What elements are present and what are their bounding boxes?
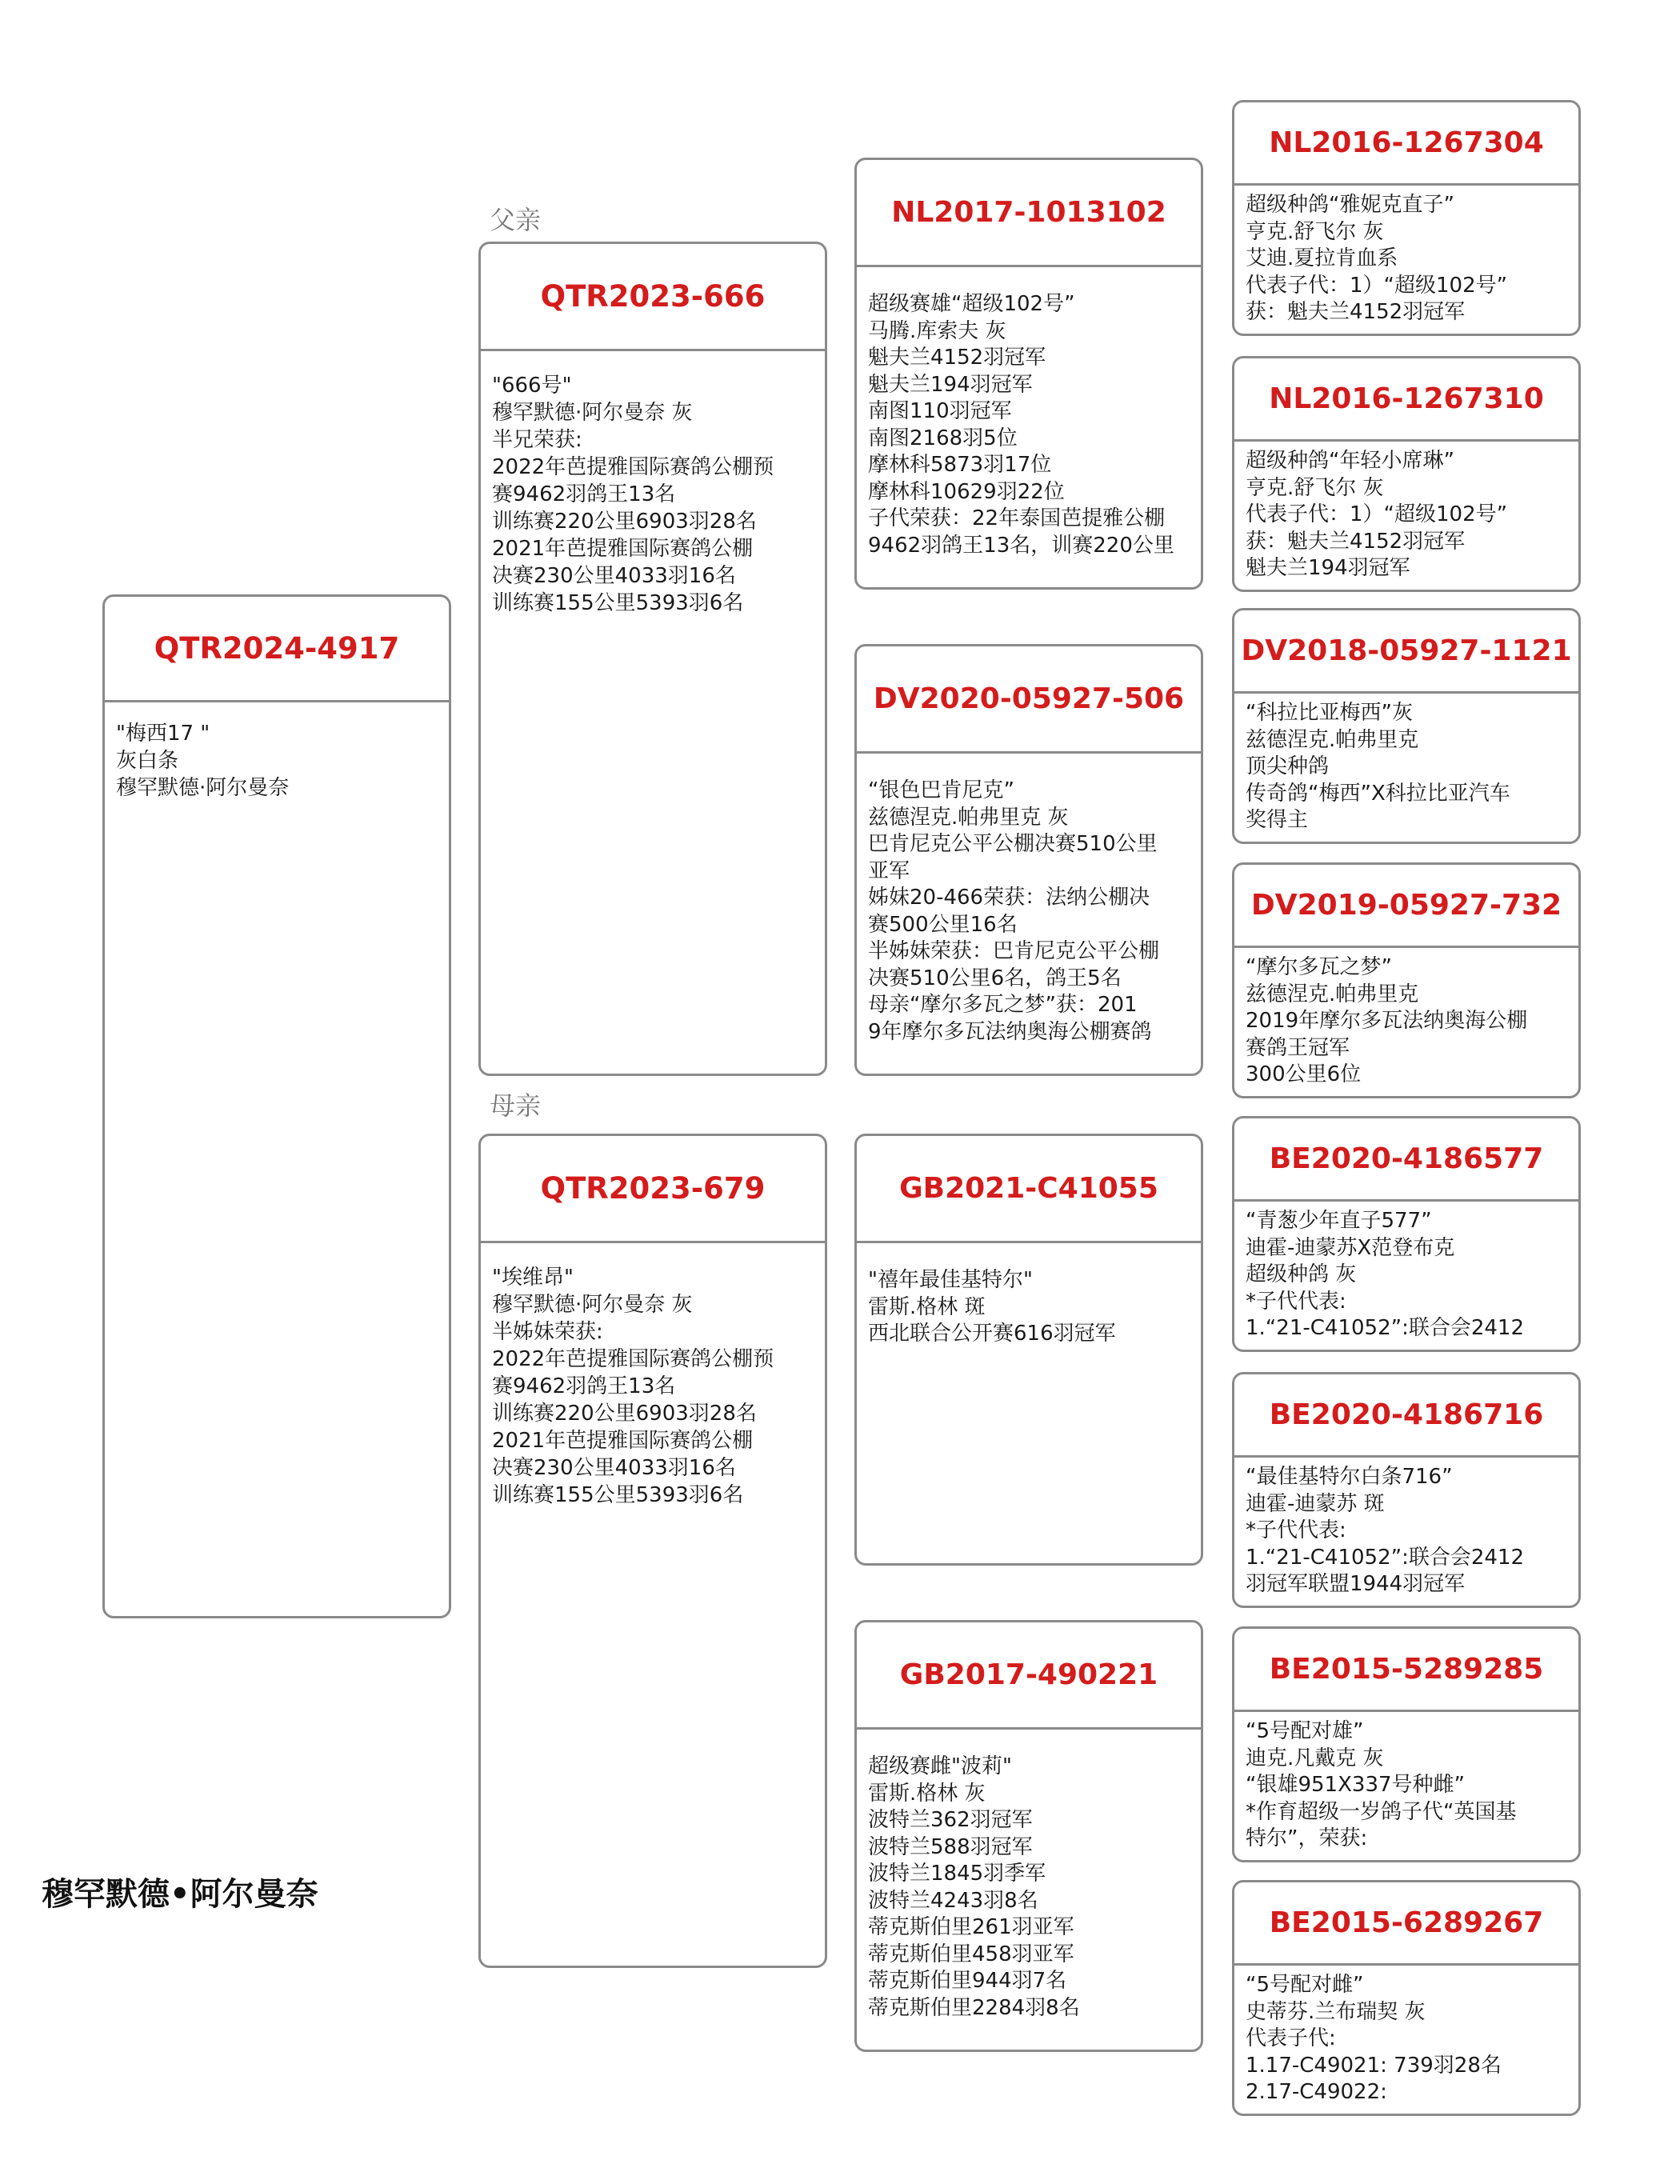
info-line: “科拉比亚梅西”灰 [1246,701,1413,725]
info-line: 魁夫兰194羽冠军 [1246,556,1410,580]
info-line: 半姊妹荣获：巴肯尼克公平公棚 [868,939,1160,963]
info-line: 1.“21-C41052”:联合会2412 [1246,1316,1525,1340]
great-grandparent-card [1232,1880,1581,2116]
info-line: 兹德涅克.帕弗里克 [1246,727,1419,752]
info-line: "埃维昂" [492,1266,574,1290]
grandsire-maternal-card [854,1134,1203,1566]
info-line: 赛9462羽鸽王13名 [492,482,676,506]
info-line: 波特兰362羽冠军 [868,1808,1033,1832]
info-line: 1.17-C49021: 739羽28名 [1246,2053,1502,2078]
info-line: "禧年最佳基特尔" [868,1268,1033,1292]
ring-number: QTR2023-666 [481,244,825,351]
ring-number: QTR2023-679 [481,1136,825,1243]
info-line: 摩林科10629羽22位 [868,479,1065,504]
info-line: 迪霍-迪蒙苏 斑 [1246,1491,1385,1516]
info-line: "666号" [492,374,572,398]
info-line: 超级赛雄“超级102号” [868,292,1075,316]
info-line: 兹德涅克.帕弗里克 [1246,982,1419,1006]
mother-label: 母亲 [490,1090,542,1121]
info-line: 穆罕默德·阿尔曼奈 [116,776,290,800]
info-line: “银色巴肯尼克” [868,778,1014,802]
info-line: 超级种鸽“雅妮克直子” [1246,193,1454,217]
info-line: 波特兰1845羽季军 [868,1862,1046,1886]
info-line: 亚军 [868,858,910,883]
info-line: 灰白条 [116,749,179,773]
info-line: 魁夫兰194羽冠军 [868,372,1033,397]
info-line: 马腾.库索夫 灰 [868,318,1006,343]
great-grandparent-card [1232,1116,1581,1352]
great-grandparent-card [1232,608,1581,844]
info-line: 决赛230公里4033羽16名 [492,564,736,588]
ring-number: DV2018-05927-1121 [1234,610,1578,694]
great-grandparent-card [1232,1626,1581,1862]
info-line: 波特兰588羽冠军 [868,1834,1033,1859]
info-line: 代表子代：1）“超级102号” [1246,502,1508,526]
granddam-maternal-card [854,1620,1203,2052]
ring-number: BE2015-6289267 [1234,1882,1578,1966]
ring-number: BE2020-4186716 [1234,1374,1578,1458]
info-line: 2022年芭提雅国际赛鸽公棚预 [492,1347,774,1371]
info-line: 特尔”，荣获: [1246,1826,1368,1850]
owner-name: 穆罕默德•阿尔曼奈 [42,1876,318,1913]
info-line: 顶尖种鸽 [1246,754,1330,778]
ring-number: NL2016-1267304 [1234,102,1578,186]
info-line: 亨克.舒飞尔 灰 [1246,475,1384,500]
info-line: 子代荣获：22年泰国芭提雅公棚 [868,506,1166,530]
info-line: 训练赛220公里6903羽28名 [492,1402,757,1426]
info-line: 获：魁夫兰4152羽冠军 [1246,529,1466,554]
info-line: 2021年芭提雅国际赛鸽公棚 [492,1429,754,1453]
info-line: *子代代表: [1246,1518,1346,1542]
info-line: 2022年芭提雅国际赛鸽公棚预 [492,455,774,479]
info-line: 训练赛155公里5393羽6名 [492,591,744,615]
info-line: “银雄951X337号种雌” [1246,1773,1466,1797]
info-line: 2.17-C49022: [1246,2080,1387,2104]
info-line: 羽冠军联盟1944羽冠军 [1246,1572,1466,1596]
info-line: 传奇鸽“梅西”X科拉比亚汽车 [1246,781,1510,806]
info-line: 蒂克斯伯里261羽亚军 [868,1915,1074,1939]
info-line: 1.“21-C41052”:联合会2412 [1246,1545,1525,1570]
great-grandparent-card [1232,100,1581,336]
info-line: *作育超级一岁鸽子代“英国基 [1246,1799,1517,1824]
info-line: 9年摩尔多瓦法纳奥海公棚赛鸽 [868,1019,1152,1044]
ring-number: GB2017-490221 [857,1622,1201,1730]
info-line: 赛500公里16名 [868,912,1018,937]
ring-number: BE2015-5289285 [1234,1629,1578,1712]
info-line: 训练赛220公里6903羽28名 [492,510,757,534]
info-line: 波特兰4243羽8名 [868,1888,1038,1913]
info-line: 南图2168羽5位 [868,426,1018,450]
info-line: 赛鸽王冠军 [1246,1035,1350,1060]
great-grandparent-card [1232,1372,1581,1608]
info-line: 迪克.凡戴克 灰 [1246,1746,1384,1770]
info-line: 奖得主 [1246,808,1309,832]
info-line: 代表子代：1）“超级102号” [1246,273,1508,298]
info-line: 获：魁夫兰4152羽冠军 [1246,300,1466,324]
ring-number: NL2017-1013102 [857,160,1201,267]
info-line: 穆罕默德·阿尔曼奈 灰 [492,1293,693,1317]
info-line: 赛9462羽鸽王13名 [492,1374,676,1398]
dam-card [478,1134,827,1968]
info-line: "梅西17 " [116,722,210,746]
info-line: “5号配对雄” [1246,1719,1364,1743]
info-line: 9462羽鸽王13名，训赛220公里 [868,533,1174,558]
info-line: 兹德涅克.帕弗里克 灰 [868,805,1069,830]
info-line: 代表子代: [1246,2026,1336,2050]
info-line: 摩林科5873羽17位 [868,453,1052,477]
sire-card [478,242,827,1076]
info-line: 蒂克斯伯里2284羽8名 [868,1995,1080,2020]
info-line: 艾迪.夏拉肯血系 [1246,246,1398,270]
info-line: 超级赛雌"波莉" [868,1754,1012,1778]
info-line: 训练赛155公里5393羽6名 [492,1483,744,1507]
info-line: *子代代表: [1246,1289,1346,1314]
info-line: 南图110羽冠军 [868,399,1012,423]
great-grandparent-card [1232,862,1581,1098]
ring-number: GB2021-C41055 [857,1136,1201,1243]
ring-number: DV2019-05927-732 [1234,865,1578,948]
info-line: 2019年摩尔多瓦法纳奥海公棚 [1246,1009,1528,1033]
info-line: 决赛230公里4033羽16名 [492,1456,736,1480]
info-line: 史蒂芬.兰布瑞契 灰 [1246,1999,1426,2024]
great-grandparent-card [1232,356,1581,592]
info-line: 2021年芭提雅国际赛鸽公棚 [492,537,754,561]
info-line: 巴肯尼克公平公棚决赛510公里 [868,832,1158,856]
info-line: 迪霍-迪蒙苏X范登布克 [1246,1235,1455,1260]
info-line: 姊妹20-466荣获：法纳公棚决 [868,886,1150,910]
info-line: “摩尔多瓦之梦” [1246,955,1392,979]
ring-number: NL2016-1267310 [1234,358,1578,442]
info-line: 决赛510公里6名，鸽王5名 [868,966,1122,990]
ring-number: DV2020-05927-506 [857,646,1201,754]
info-line: 半兄荣获: [492,428,582,452]
info-line: 魁夫兰4152羽冠军 [868,346,1046,370]
info-line: 母亲“摩尔多瓦之梦”获：201 [868,993,1138,1017]
info-line: “5号配对雌” [1246,1973,1364,1997]
ring-number: BE2020-4186577 [1234,1118,1578,1202]
info-line: 半姊妹荣获: [492,1320,603,1344]
info-line: 西北联合公开赛616羽冠军 [868,1322,1116,1346]
info-line: 蒂克斯伯里458羽亚军 [868,1942,1074,1966]
grandsire-paternal-card [854,158,1203,590]
info-line: 亨克.舒飞尔 灰 [1246,219,1384,244]
father-label: 父亲 [490,205,542,235]
info-line: “青葱少年直子577” [1246,1209,1432,1233]
info-line: 雷斯.格林 灰 [868,1781,986,1806]
info-line: 超级种鸽 灰 [1246,1262,1357,1286]
info-line: 300公里6位 [1246,1062,1362,1086]
info-line: 穆罕默德·阿尔曼奈 灰 [492,401,693,425]
info-line: 蒂克斯伯里944羽7名 [868,1969,1067,1993]
ring-number: QTR2024-4917 [105,597,449,702]
granddam-paternal-card [854,644,1203,1076]
info-line: 雷斯.格林 斑 [868,1294,986,1319]
subject-card [102,594,451,1618]
info-line: 超级种鸽“年轻小席琳” [1246,449,1454,473]
info-line: “最佳基特尔白条716” [1246,1465,1453,1489]
